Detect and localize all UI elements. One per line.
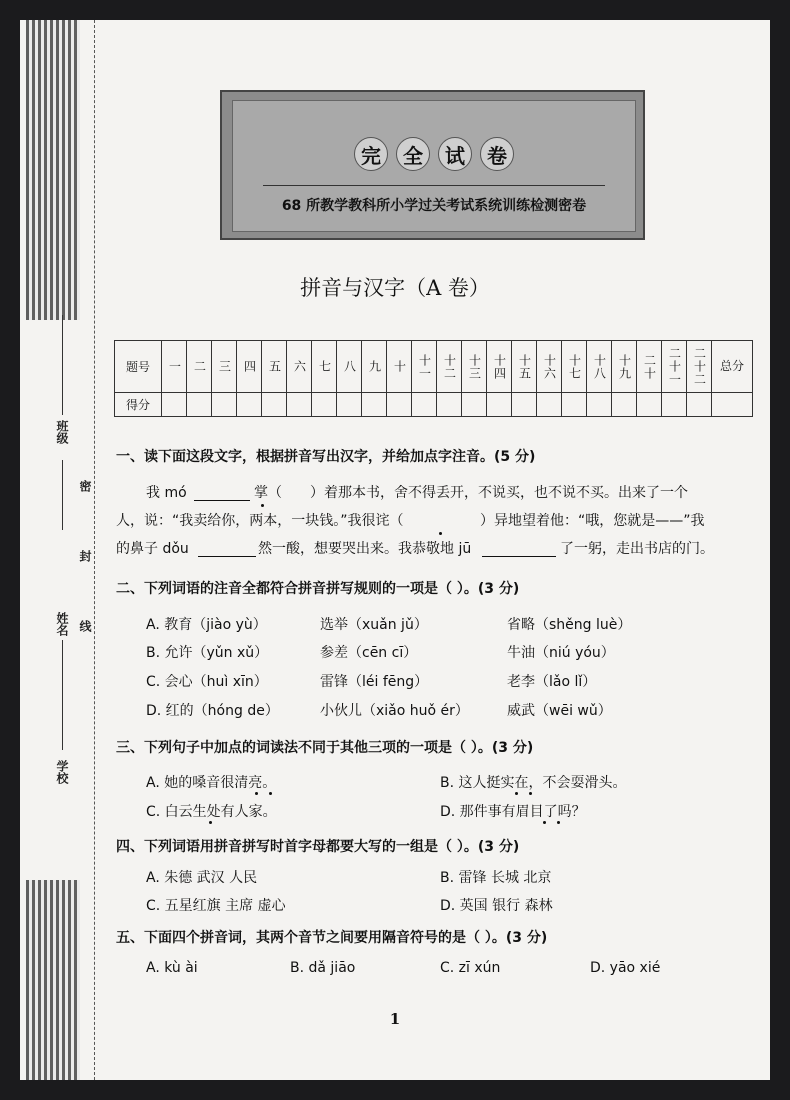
q2-option: 牛油（niú yóu） bbox=[507, 645, 615, 661]
total-score-header: 总分 bbox=[712, 341, 753, 393]
question-number-header: 六 bbox=[287, 341, 312, 393]
question-number-header: 一 bbox=[162, 341, 187, 393]
q5-title: 五、下面四个拼音词，其两个音节之间要用隔音符号的是（ ）。(3 分) bbox=[116, 930, 548, 946]
q2-option: 选举（xuǎn jǔ） bbox=[320, 617, 428, 633]
seal-dashed-line bbox=[94, 20, 95, 1080]
seal-char-3: 线 bbox=[78, 620, 92, 632]
title-banner bbox=[220, 90, 645, 240]
q4-option-c[interactable]: C. 五星红旗 主席 虚心 bbox=[146, 898, 286, 914]
q2-option: 省略（shěng luè） bbox=[507, 617, 632, 633]
question-number-header: 九 bbox=[362, 341, 387, 393]
class-blank-line bbox=[62, 315, 63, 415]
banner-title bbox=[233, 137, 635, 171]
q1-title: 一、读下面这段文字，根据拼音写出汉字，并给加点字注音。(5 分) bbox=[116, 449, 536, 465]
score-cell[interactable] bbox=[212, 393, 237, 417]
emphasis-dot bbox=[261, 504, 264, 507]
q1-line1-b: 掌（ bbox=[254, 485, 282, 501]
q4-option-b[interactable]: B. 雷锋 长城 北京 bbox=[440, 870, 552, 886]
score-cell[interactable] bbox=[537, 393, 562, 417]
exam-page bbox=[20, 20, 770, 1080]
score-table bbox=[114, 340, 753, 417]
name-blank-line-top bbox=[62, 460, 63, 530]
binding-pattern-bottom bbox=[26, 880, 80, 1080]
q1-line2-a: 人，说：“我卖给你，两本，一块钱。”我很诧（ bbox=[116, 513, 404, 529]
emphasis-dot bbox=[543, 821, 546, 824]
title-char: 试 bbox=[438, 137, 472, 171]
q3-option-a[interactable]: A. 她的嗓音很清亮。 bbox=[146, 775, 277, 791]
class-label: 班级 bbox=[55, 420, 69, 444]
question-number-header: 三 bbox=[212, 341, 237, 393]
emphasis-dot bbox=[255, 792, 258, 795]
q2-option: 老李（lǎo lǐ） bbox=[507, 674, 597, 690]
q5-option-c[interactable]: C. zī xún bbox=[440, 960, 501, 976]
name-blank-line bbox=[62, 640, 63, 750]
question-number-header: 二十 bbox=[637, 341, 662, 393]
q3-option-b[interactable]: B. 这人挺实在，不会耍滑头。 bbox=[440, 775, 627, 791]
question-number-header: 四 bbox=[237, 341, 262, 393]
q2-option[interactable]: D. 红的（hóng de） bbox=[146, 703, 279, 719]
score-cell[interactable] bbox=[462, 393, 487, 417]
q2-option[interactable]: C. 会心（huì xīn） bbox=[146, 674, 268, 690]
q1-line3-b: 然一酸，想要哭出来。我恭敬地 jū bbox=[258, 541, 472, 557]
score-cell[interactable] bbox=[237, 393, 262, 417]
school-label: 学校 bbox=[55, 760, 69, 784]
q3-option-d[interactable]: D. 那件事有眉目了吗？ bbox=[440, 804, 586, 820]
question-number-header: 二十一 bbox=[662, 341, 687, 393]
question-number-header: 十 bbox=[387, 341, 412, 393]
score-cell[interactable] bbox=[362, 393, 387, 417]
score-cell[interactable] bbox=[337, 393, 362, 417]
q4-option-d[interactable]: D. 英国 银行 森林 bbox=[440, 898, 553, 914]
row-header-score: 得分 bbox=[115, 393, 162, 417]
score-cell[interactable] bbox=[312, 393, 337, 417]
q2-option: 参差（cēn cī） bbox=[320, 645, 418, 661]
question-number-header: 二 bbox=[187, 341, 212, 393]
emphasis-dot bbox=[557, 821, 560, 824]
q3-title: 三、下列句子中加点的词读法不同于其他三项的一项是（ ）。(3 分) bbox=[116, 740, 534, 756]
q1-line3-a: 的鼻子 dǒu bbox=[116, 541, 189, 557]
q3-option-c[interactable]: C. 白云生处有人家。 bbox=[146, 804, 277, 820]
question-number-header: 十八 bbox=[587, 341, 612, 393]
score-cell[interactable] bbox=[287, 393, 312, 417]
question-number-header: 十一 bbox=[412, 341, 437, 393]
score-cell[interactable] bbox=[162, 393, 187, 417]
question-number-header: 十二 bbox=[437, 341, 462, 393]
q1-line2-b: ）异地望着他：“哦，您就是——”我 bbox=[480, 513, 705, 529]
q2-option: 威武（wēi wǔ） bbox=[507, 703, 612, 719]
score-cell[interactable] bbox=[712, 393, 753, 417]
q1-blank-1[interactable] bbox=[194, 500, 250, 501]
q1-blank-3[interactable] bbox=[482, 556, 556, 557]
q1-line1-a: 我 mó bbox=[146, 485, 187, 501]
score-cell[interactable] bbox=[687, 393, 712, 417]
question-number-header: 十三 bbox=[462, 341, 487, 393]
score-cell[interactable] bbox=[587, 393, 612, 417]
title-char: 完 bbox=[354, 137, 388, 171]
emphasis-dot bbox=[269, 792, 272, 795]
score-cell[interactable] bbox=[512, 393, 537, 417]
question-number-header: 十七 bbox=[562, 341, 587, 393]
question-number-header: 五 bbox=[262, 341, 287, 393]
q2-option: 小伙儿（xiǎo huǒ ér） bbox=[320, 703, 469, 719]
q1-line1-c: ）着那本书，舍不得丢开，不说买，也不说不买。出来了一个 bbox=[310, 485, 688, 501]
score-cell[interactable] bbox=[487, 393, 512, 417]
q4-title: 四、下列词语用拼音拼写时首字母都要大写的一组是（ ）。(3 分) bbox=[116, 839, 520, 855]
score-cell[interactable] bbox=[612, 393, 637, 417]
banner-subtitle: 68 所教学教科所小学过关考试系统训练检测密卷 bbox=[281, 198, 587, 214]
title-char: 卷 bbox=[480, 137, 514, 171]
score-cell[interactable] bbox=[412, 393, 437, 417]
q4-option-a[interactable]: A. 朱德 武汉 人民 bbox=[146, 870, 258, 886]
q5-option-a[interactable]: A. kù ài bbox=[146, 960, 198, 976]
score-cell[interactable] bbox=[637, 393, 662, 417]
binding-strip bbox=[20, 20, 84, 1080]
q1-blank-2[interactable] bbox=[198, 556, 256, 557]
question-number-header: 七 bbox=[312, 341, 337, 393]
emphasis-dot bbox=[529, 792, 532, 795]
q2-option: 雷锋（léi fēng） bbox=[320, 674, 429, 690]
emphasis-dot bbox=[209, 821, 212, 824]
page-number: 1 bbox=[389, 1010, 401, 1028]
section-heading: 拼音与汉字（A 卷） bbox=[300, 276, 490, 300]
q5-option-d[interactable]: D. yāo xié bbox=[590, 960, 661, 976]
banner-divider bbox=[263, 185, 605, 186]
question-number-header: 十六 bbox=[537, 341, 562, 393]
question-number-header: 十四 bbox=[487, 341, 512, 393]
score-cell[interactable] bbox=[387, 393, 412, 417]
emphasis-dot bbox=[515, 792, 518, 795]
score-cell[interactable] bbox=[437, 393, 462, 417]
q2-option[interactable]: B. 允许（yǔn xǔ） bbox=[146, 645, 269, 661]
question-number-header: 八 bbox=[337, 341, 362, 393]
row-header-number: 题号 bbox=[115, 341, 162, 393]
question-number-header: 二十二 bbox=[687, 341, 712, 393]
seal-char-2: 封 bbox=[78, 550, 92, 562]
score-cell[interactable] bbox=[662, 393, 687, 417]
question-number-header: 十五 bbox=[512, 341, 537, 393]
q2-option[interactable]: A. 教育（jiào yù） bbox=[146, 617, 267, 633]
q2-title: 二、下列词语的注音全都符合拼音拼写规则的一项是（ ）。(3 分) bbox=[116, 581, 520, 597]
score-cell[interactable] bbox=[562, 393, 587, 417]
name-label: 姓名 bbox=[55, 612, 69, 636]
seal-char-1: 密 bbox=[78, 480, 92, 492]
emphasis-dot bbox=[439, 532, 442, 535]
q1-line3-c: 了一躬，走出书店的门。 bbox=[560, 541, 714, 557]
score-cell[interactable] bbox=[262, 393, 287, 417]
q5-option-b[interactable]: B. dǎ jiāo bbox=[290, 960, 356, 976]
question-number-header: 十九 bbox=[612, 341, 637, 393]
score-cell[interactable] bbox=[187, 393, 212, 417]
title-char: 全 bbox=[396, 137, 430, 171]
